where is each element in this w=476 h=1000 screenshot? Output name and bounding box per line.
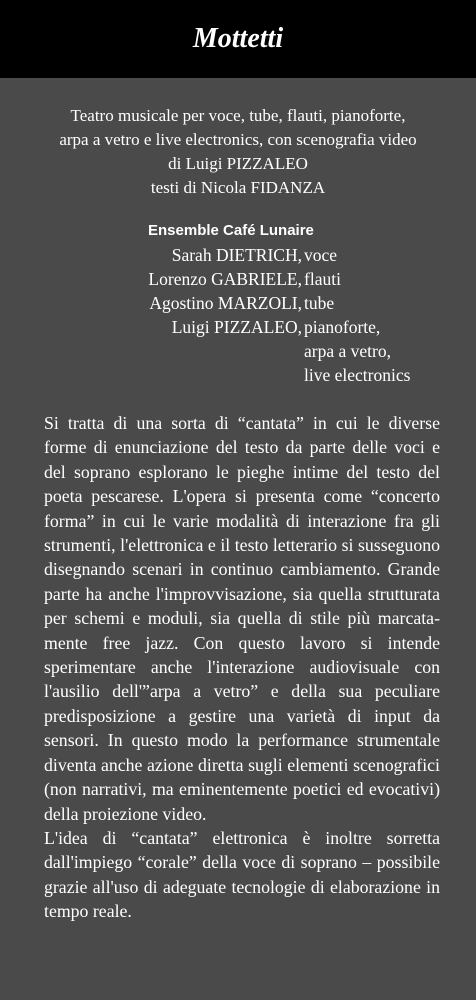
- description-paragraph: L'idea di “cantata” elettronica è inoltre sorretta dall'impiego “corale” della voce di soprano – possibile grazie all'uso di adeguate tecnologie di elaborazione in tempo reale.: [44, 827, 440, 922]
- description-text: [44, 411, 440, 924]
- member-role: arpa a vetro,: [304, 341, 391, 361]
- member-role: live electronics: [304, 365, 411, 385]
- member-row: [0, 363, 476, 387]
- member-row: [0, 315, 476, 339]
- member-row: [0, 339, 476, 363]
- ensemble-title: Ensemble Café Lunaire: [148, 222, 314, 239]
- member-name: Sarah DIETRICH,: [171, 245, 302, 265]
- member-name: Luigi PIZZALEO,: [171, 317, 302, 337]
- intro-line: arpa a vetro e live electronics, con scenografia video: [59, 130, 417, 149]
- member-role: flauti: [304, 269, 341, 289]
- intro-line: testi di Nicola FIDANZA: [150, 178, 326, 197]
- header-bar: [0, 0, 476, 78]
- intro-block: [20, 104, 456, 200]
- member-name: Lorenzo GABRIELE,: [148, 269, 302, 289]
- member-row: [0, 291, 476, 315]
- page-title: Mottetti: [192, 23, 284, 54]
- member-row: [0, 243, 476, 267]
- content-panel: [0, 78, 476, 1000]
- member-role: voce: [304, 245, 338, 265]
- intro-line: di Luigi PIZZALEO: [168, 154, 308, 173]
- member-name: Agostino MARZOLI,: [149, 293, 302, 313]
- description-paragraph: Si tratta di una sorta di “cantata” in cui le diverse forme di enunciazione del testo da parte delle voci e del soprano esplorano le pieghe intime del testo del poeta pescarese. L'opera si presenta come “concerto forma” in cui le varie modalità di interazione fra gli strumenti, l'elettronica e il testo letterario si susseguono disegnando scenari in continuo cambiamento. Grande parte ha anche l'improvvisazione, sia quella strutturata per schemi e moduli, sia quella di stile più marcatamente free jazz. Con questo lavoro si intende sperimentare anche l'interazione audiovisuale con l'ausilio dell'”arpa a vetro” e della sua peculiare predisposizione a gestire una varietà di input da sensori. In questo modo la performance strumentale diventa anche azione diretta sugli elementi scenografici (non narrativi, ma eminentemente poetici ed evocativi) della proiezione video.: [44, 413, 440, 824]
- member-role: tube: [304, 293, 335, 313]
- intro-line: Teatro musicale per voce, tube, flauti, pianoforte,: [70, 106, 406, 125]
- member-row: [0, 267, 476, 291]
- member-role: pianoforte,: [304, 317, 381, 337]
